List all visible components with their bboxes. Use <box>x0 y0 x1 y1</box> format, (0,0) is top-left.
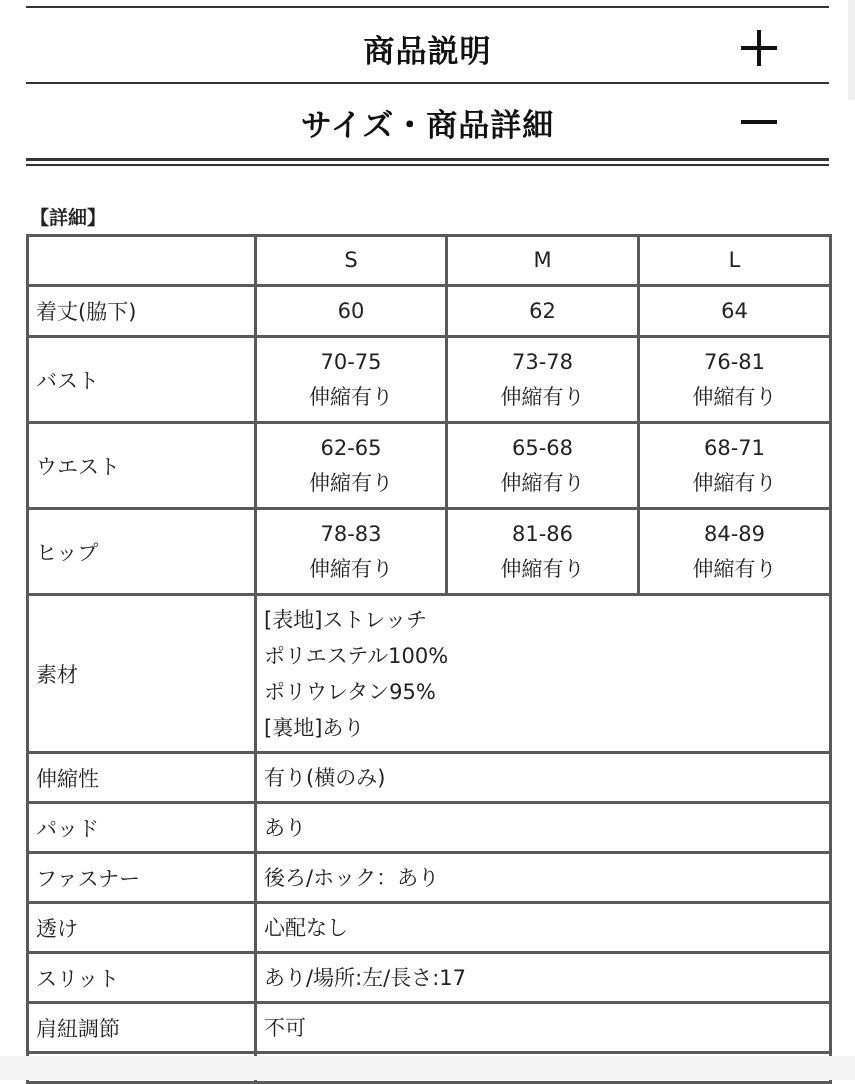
row-label-cell <box>28 803 256 853</box>
cell-text: 伸縮有り <box>500 556 585 581</box>
cell-text: 84-89 <box>703 521 766 546</box>
detail-value-cell <box>256 1003 831 1053</box>
cell-text: 伸縮有り <box>692 470 777 495</box>
table-row <box>28 423 831 509</box>
cell-text: 透け <box>36 916 78 941</box>
cell-text: S <box>344 248 358 272</box>
scrollbar[interactable] <box>848 0 855 100</box>
cell-text: L <box>728 248 741 272</box>
cell-text: 肩紐調節 <box>36 1016 120 1041</box>
size-value-cell <box>639 423 831 509</box>
row-label-cell <box>28 286 256 337</box>
cell-text: 素材 <box>36 662 78 687</box>
cell-text: 有り(横のみ) <box>264 765 386 790</box>
cell-text: ウエスト <box>36 454 120 479</box>
cell-text: あり/場所:左/長さ:17 <box>264 965 467 990</box>
row-label-cell <box>28 337 256 423</box>
accordion-title: サイズ・商品詳細 <box>300 108 555 144</box>
row-label-cell <box>28 903 256 953</box>
cell-text: 81-86 <box>511 521 574 546</box>
cell-text: バスト <box>36 368 99 393</box>
row-label-cell <box>28 953 256 1003</box>
row-label-cell <box>28 853 256 903</box>
detail-value-cell <box>256 853 831 903</box>
table-header-row <box>28 236 831 286</box>
cell-text: 不可 <box>264 1015 306 1040</box>
table-row <box>28 903 831 953</box>
cell-text: 伸縮有り <box>309 470 393 495</box>
cell-text: 伸縮有り <box>692 384 777 409</box>
detail-value-cell <box>256 595 831 753</box>
cell-text: スリット <box>36 966 120 991</box>
accordion-title: 商品説明 <box>363 34 492 70</box>
cell-text: 伸縮有り <box>309 556 393 581</box>
cell-text: ファスナー <box>36 866 141 891</box>
size-value-cell <box>447 286 639 337</box>
size-header-cell <box>639 236 831 286</box>
row-label-cell <box>28 753 256 803</box>
details-heading: 【詳細】 <box>30 207 107 229</box>
bottom-bar <box>0 1056 855 1080</box>
cell-text: [表地]ストレッチ <box>264 607 428 632</box>
detail-value-cell <box>256 953 831 1003</box>
cell-text: 伸縮有り <box>500 384 585 409</box>
cell-text: 62 <box>529 298 556 323</box>
cell-text: あり <box>264 815 306 840</box>
size-value-cell <box>447 337 639 423</box>
table-row <box>28 953 831 1003</box>
cell-text: 伸縮有り <box>692 556 777 581</box>
cell-text: 心配なし <box>264 915 348 940</box>
cell-text: 68-71 <box>703 435 766 460</box>
row-label-cell <box>28 595 256 753</box>
row-label-cell <box>28 1003 256 1053</box>
size-value-cell <box>256 509 447 595</box>
table-row <box>28 286 831 337</box>
cell-text: 後ろ/ホック：あり <box>264 865 440 890</box>
size-value-cell <box>256 286 447 337</box>
cell-text: 伸縮有り <box>309 384 393 409</box>
table-row <box>28 853 831 903</box>
size-value-cell <box>639 337 831 423</box>
divider <box>26 164 829 166</box>
table-row <box>28 337 831 423</box>
table-row <box>28 1003 831 1053</box>
cell-text: ポリウレタン95% <box>264 679 436 704</box>
row-label-cell <box>28 509 256 595</box>
detail-value-cell <box>256 803 831 853</box>
cell-text: 62-65 <box>320 435 382 460</box>
table-row <box>28 803 831 853</box>
plus-icon[interactable] <box>741 30 777 66</box>
size-value-cell <box>639 509 831 595</box>
divider <box>26 158 829 161</box>
table-row <box>28 595 831 753</box>
cell-text: [裏地]あり <box>264 715 365 740</box>
size-value-cell <box>447 423 639 509</box>
cell-text: ヒップ <box>36 540 99 565</box>
table-row <box>28 753 831 803</box>
cell-text: 73-78 <box>511 349 574 374</box>
size-header-cell <box>256 236 447 286</box>
size-value-cell <box>256 423 447 509</box>
cell-text: 65-68 <box>511 435 574 460</box>
row-label-cell <box>28 423 256 509</box>
cell-text: 76-81 <box>703 349 766 374</box>
header-corner-cell <box>28 236 256 286</box>
accordion-product-description[interactable] <box>26 8 829 82</box>
size-value-cell <box>639 286 831 337</box>
cell-text: パッド <box>36 816 99 841</box>
size-detail-table <box>26 234 832 1084</box>
size-header-cell <box>447 236 639 286</box>
size-value-cell <box>256 337 447 423</box>
cell-text: 78-83 <box>320 521 382 546</box>
cell-text: M <box>533 248 552 272</box>
cell-text: ポリエステル100% <box>264 643 449 668</box>
cell-text: 伸縮性 <box>36 766 99 791</box>
size-value-cell <box>447 509 639 595</box>
cell-text: 60 <box>337 298 365 323</box>
cell-text: 70-75 <box>320 349 382 374</box>
cell-text: 着丈(脇下) <box>36 300 137 324</box>
detail-value-cell <box>256 903 831 953</box>
detail-value-cell <box>256 753 831 803</box>
accordion-size-details[interactable] <box>26 84 829 158</box>
minus-icon[interactable] <box>741 104 777 140</box>
cell-text: 64 <box>721 298 748 323</box>
cell-text: 伸縮有り <box>500 470 585 495</box>
table-row <box>28 509 831 595</box>
